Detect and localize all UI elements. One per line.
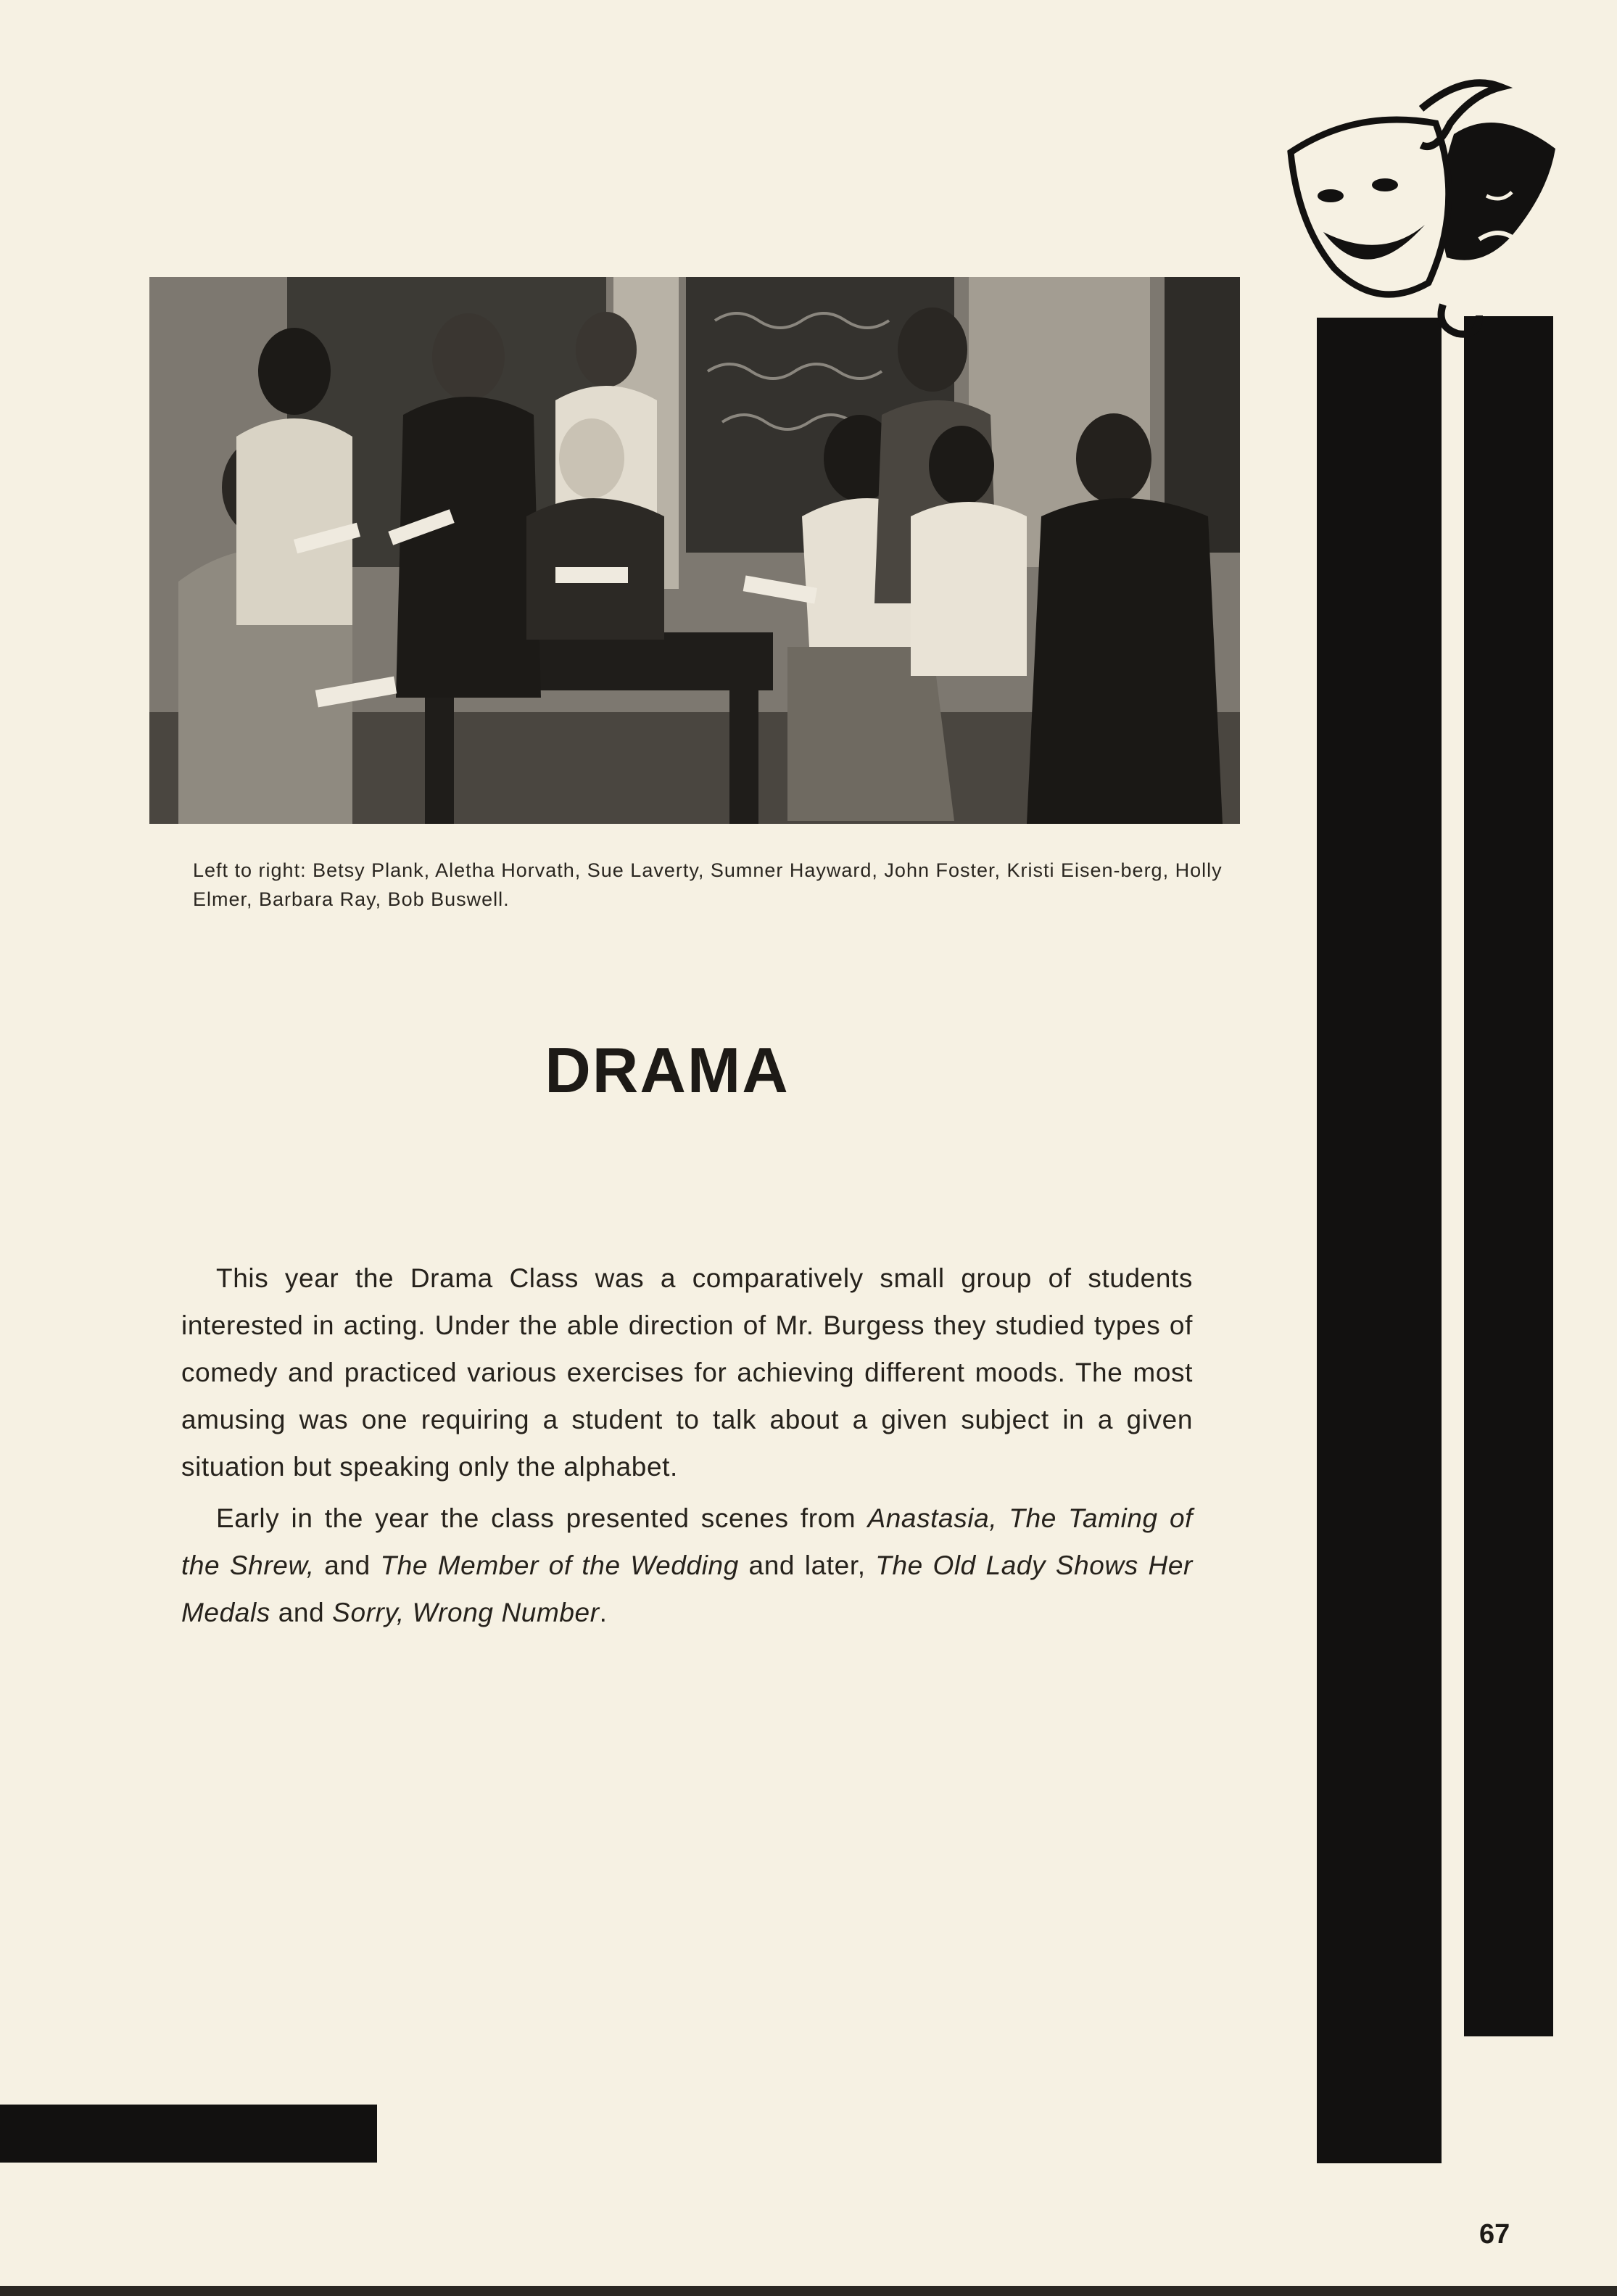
- text-run: Early in the year the class presented scenes from: [216, 1503, 868, 1533]
- text-run: and: [314, 1550, 381, 1580]
- text-run: and later,: [738, 1550, 876, 1580]
- play-title: Sorry, Wrong Number: [332, 1598, 600, 1627]
- decorative-bar-left: [1317, 318, 1442, 2163]
- bottom-rule: [0, 2286, 1617, 2296]
- play-title: The Member of the Wedding: [380, 1550, 739, 1580]
- play-title: The Old Lady Shows Her Medals: [181, 1550, 1193, 1627]
- decorative-bar-bottom: [0, 2105, 377, 2163]
- page-title: DRAMA: [545, 1034, 790, 1106]
- drama-class-photo: [149, 277, 1240, 824]
- article-paragraph: [181, 1495, 1193, 1636]
- text-run: .: [599, 1598, 608, 1627]
- masks-drawing: [1276, 65, 1566, 355]
- article-paragraph: This year the Drama Class was a comparatively small group of students interested in acting. Under the able direction of Mr. Burgess they studied types of comedy and practiced various exercises for achieving different moods. The most amusing was one requiring a student to talk about a given subject in a given situation but speaking only the alphabet.: [181, 1263, 1193, 1482]
- text-run: and: [270, 1598, 333, 1627]
- photo-illustration: [149, 277, 1240, 824]
- play-title: Anastasia, The Taming of the Shrew,: [181, 1503, 1193, 1580]
- comedy-tragedy-masks-icon: [1276, 65, 1566, 355]
- decorative-bar-right: [1464, 316, 1553, 2036]
- article-body: [181, 1255, 1193, 1636]
- photo-caption: Left to right: Betsy Plank, Aletha Horvath, Sue Laverty, Sumner Hayward, John Foster, Kristi Eisen-berg, Holly Elmer, Barbara Ray, Bob Buswell.: [193, 859, 1223, 910]
- page-number: 67: [1479, 2219, 1510, 2250]
